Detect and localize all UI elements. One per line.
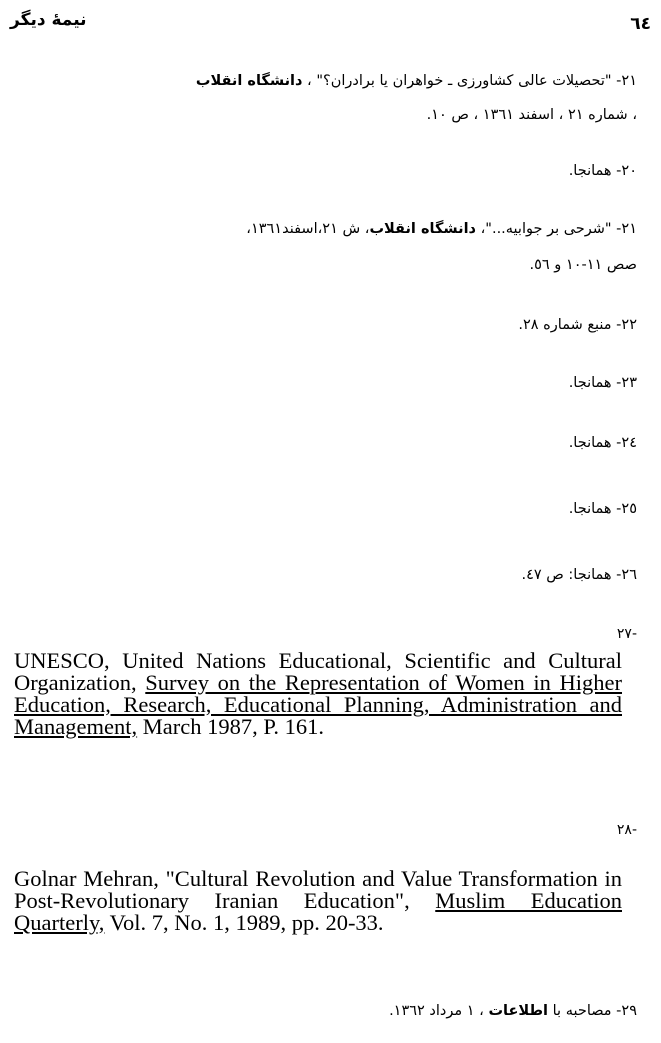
footnote-28-author: Golnar Mehran, "Cultural Revolution and Value Transformation in Post-Revolutionary Iranian Education", — [14, 866, 622, 913]
footnote-27-number: -٢٧ — [616, 626, 637, 642]
footnote-24: ٢٤- همانجا. — [568, 435, 637, 451]
footnote-27-author: UNESCO, United Nations Educational, Scientific and Cultural Organization, — [14, 648, 622, 695]
page-number: ٦٤ — [630, 14, 651, 34]
footnote-27-citation — [14, 650, 622, 738]
footnote-29-date: ، ١ مرداد ١٣٦٢. — [389, 1003, 489, 1019]
footnote-29 — [389, 996, 637, 1026]
footnote-22: ٢٢- منبع شماره ٢٨. — [518, 317, 637, 333]
footnote-21b-issue: ، ش ٢١،اسفند١٣٦١، — [246, 221, 370, 237]
footnote-21b-line2: صص ١١-١٠ و ٥٦. — [529, 257, 637, 273]
footnote-21b-text: ٢١- "شرحی بر جوابیه..."، — [476, 221, 637, 237]
footnote-28-citation — [14, 868, 622, 934]
footnote-28-number: -٢٨ — [616, 822, 637, 838]
footnote-28-journal: Muslim Education Quarterly, — [14, 888, 622, 935]
footnote-26: ٢٦- همانجا: ص ٤٧. — [521, 567, 637, 583]
footnote-21a-line1 — [196, 66, 637, 96]
footnote-21b-journal: دانشگاه انقلاب — [369, 221, 476, 237]
footnote-21b-line1 — [246, 214, 637, 244]
footnote-27-title: Survey on the Representation of Women in Higher Education, Research, Educational Planning, Administration and Management, — [14, 670, 622, 739]
footnote-21a-text: ٢١- "تحصیلات عالی کشاورزی ـ خواهران یا برادران؟" ، — [302, 73, 637, 89]
footnote-23: ٢٣- همانجا. — [568, 375, 637, 391]
footnote-29-newspaper: اطلاعات — [488, 1003, 549, 1019]
footnote-28-details: Vol. 7, No. 1, 1989, pp. 20-33. — [104, 910, 384, 935]
running-header-title: نیمهٔ دیگر — [10, 10, 87, 30]
footnote-21a-journal: دانشگاه انقلاب — [195, 73, 303, 89]
footnote-21a-line2: ، شماره ٢١ ، اسفند ١٣٦١ ، ص ١٠. — [426, 107, 637, 123]
footnote-25: ٢٥- همانجا. — [568, 501, 637, 517]
footnote-20: ٢٠- همانجا. — [568, 163, 637, 179]
footnote-27-details: March 1987, P. 161. — [137, 714, 324, 739]
footnote-29-text: ٢٩- مصاحبه با — [548, 1003, 637, 1019]
